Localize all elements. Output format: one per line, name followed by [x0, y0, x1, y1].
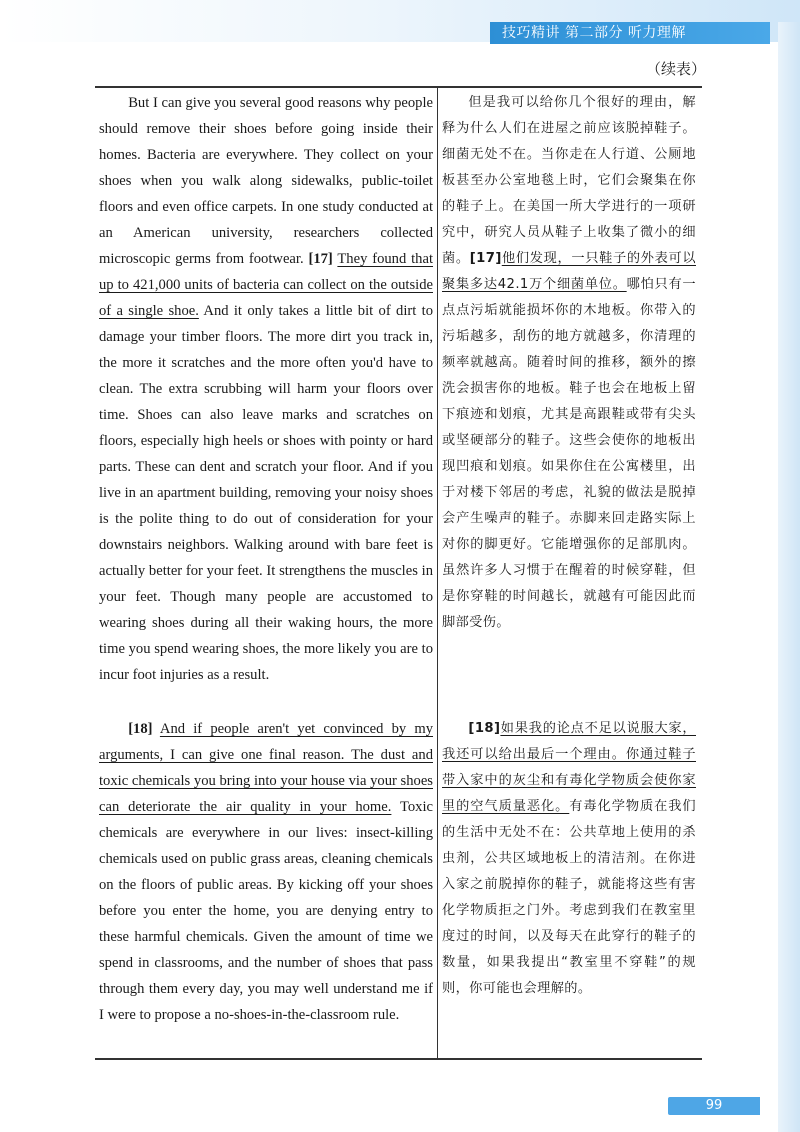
- english-p1-rest: And it only takes a little bit of dirt to damage your timber floors. The more dirt you track in, the more it scratches and the more often you'd have to clean. The extra scrubbing will harm your floors over time. Shoes can also leave marks and scratches on floors, especially high heels or shoes with pointy or hard parts. These can dent and scratch your floor. And if you live in an apartment building, removing your noisy shoes is the polite thing to do out of consideration for your downstairs neighbors. Walking around with bare feet is actually better for your feet. It strengthens the muscles in your feet. Though many people are accustomed to wearing shoes during all their waking hours, the more time you spend wearing shoes, the more likely you are to incur foot injuries as a result.: [99, 303, 433, 683]
- chinese-paragraph-1: [442, 90, 696, 636]
- chinese-p2-underlined: 如果我的论点不足以说服大家，我还可以给出最后一个理由。你通过鞋子带入家中的灰尘和有毒化学物质会使你家里的空气质量恶化。: [442, 721, 696, 814]
- chinese-p1-rest: 哪怕只有一点点污垢就能损坏你的木地板。你带入的污垢越多，刮伤的地方就越多，你清理的频率就越高。随着时间的推移，额外的擦洗会损害你的地板。鞋子也会在地板上留下痕迹和划痕，尤其是高跟鞋或带有尖头或坚硬部分的鞋子。这些会使你的地板出现凹痕和划痕。如果你住在公寓楼里，出于对楼下邻居的考虑，礼貌的做法是脱掉会产生噪声的鞋子。赤脚来回走路实际上对你的脚更好。它能增强你的足部肌肉。虽然许多人习惯于在醒着的时候穿鞋，但是你穿鞋的时间越长，就越有可能因此而脚部受伤。: [442, 277, 696, 630]
- english-paragraph-2: [99, 716, 433, 1028]
- question-marker-18: [18]: [128, 721, 153, 737]
- section-title: 技巧精讲 第二部分 听力理解: [490, 22, 770, 44]
- chinese-p2-rest: 有毒化学物质在我们的生活中无处不在：公共草地上使用的杀虫剂，公共区域地板上的清洁剂。在你进入家之前脱掉你的鞋子，就能将这些有害化学物质拒之门外。考虑到我们在教室里度过的时间，以及每天在此穿行的鞋子的数量，如果我提出“教室里不穿鞋”的规则，你可能也会理解的。: [442, 799, 696, 996]
- question-marker-17: [17]: [308, 251, 333, 267]
- chinese-marker-18: [18]: [468, 721, 501, 736]
- english-p2-rest: Toxic chemicals are everywhere in our lives: insect-killing chemicals used on public grass areas, cleaning chemicals on the floors of public areas. By kicking off your shoes before you enter the home, you are denying entry to these harmful chemicals. Given the amount of time we spend in classrooms, and the number of shoes that pass through them every day, you may well understand me if I were to propose a no-shoes-in-the-classroom rule.: [99, 799, 433, 1023]
- english-paragraph-1: [99, 90, 433, 688]
- english-p1-text: But I can give you several good reasons why people should remove their shoes before going inside their homes. Bacteria are everywhere. They collect on your shoes when you walk along sidewalks, public-toilet floors and even office carpets. In one study conducted at an American university, researchers collected microscopic germs from footwear.: [99, 95, 433, 267]
- chinese-p1-text: 但是我可以给你几个很好的理由，解释为什么人们在进屋之前应该脱掉鞋子。细菌无处不在。当你走在人行道、公厕地板甚至办公室地毯上时，它们会聚集在你的鞋子上。在美国一所大学进行的一项研究中，研究人员从鞋子上收集了微小的细菌。: [442, 95, 696, 266]
- continued-label: （续表）: [645, 60, 706, 78]
- chinese-paragraph-2: [442, 716, 696, 1002]
- chinese-p1-underlined: 他们发现，一只鞋子的外表可以聚集多达42.1万个细菌单位。: [442, 251, 696, 292]
- english-p1-underlined: They found that up to 421,000 units of bacteria can collect on the outside of a single shoe.: [99, 251, 434, 319]
- english-p2-underlined: And if people aren't yet convinced by my arguments, I can give one final reason. The dust and toxic chemicals you bring into your house via your shoes can deteriorate the air quality in your home.: [99, 721, 434, 815]
- page-edge-strip: [778, 22, 800, 1132]
- chinese-marker-17: [17]: [469, 251, 502, 266]
- column-divider: [437, 86, 438, 1060]
- page-number: 99: [668, 1097, 760, 1115]
